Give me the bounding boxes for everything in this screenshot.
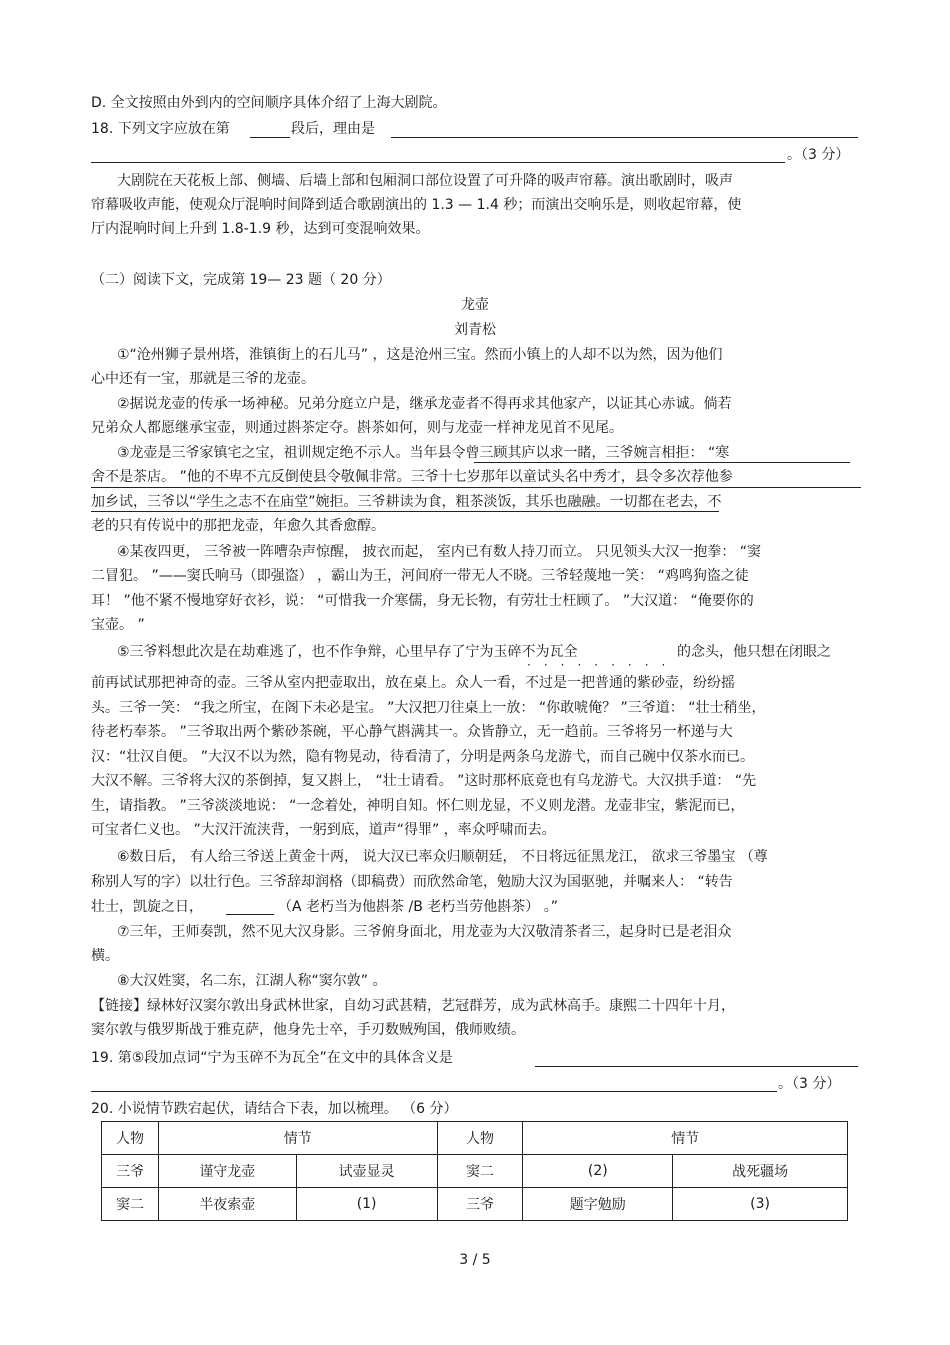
- passage-line: 二冒犯。 ”——窦氏响马（即强盗） ，霸山为王，河间府一带无人不晓。三爷轻蔑地一笑： “鸡鸣狗盗之徒: [91, 568, 749, 584]
- passage-line: 待老朽奉茶。 ”三爷取出两个紫砂茶碗，平心静气斟满其一。众皆静立，无一趋前。三爷将另一杯递与大: [91, 724, 733, 740]
- passage-line: ③龙壶是三爷家镇宅之宝，祖训规定绝不示人。当年县令曾三顾其庐以求一睹，三爷婉言相拒： “寒: [117, 445, 730, 461]
- q19-text: 19. 第⑤段加点词“宁为玉碎不为瓦全”在文中的具体含义是: [91, 1050, 453, 1066]
- passage-line: ①“沧州狮子景州塔，淮镇街上的石儿马” ，这是沧州三宝。然而小镇上的人却不以为然，因为他们: [117, 347, 723, 363]
- link-line: 窦尔敦与俄罗斯战于雅克萨，他身先士卒，手刃数贼殉国，俄师败绩。: [91, 1022, 525, 1038]
- passage-line: 头。三爷一笑： “我之所宝，在阁下未必是宝。 ”大汉把刀往桌上一放： “你敢唬俺？ ”三爷道： “壮士稍坐，: [91, 700, 766, 716]
- passage-line: ⑥数日后， 有人给三爷送上黄金十两， 说大汉已率众归顺朝廷， 不日将远征黑龙江， 欲求三爷墨宝 （尊: [117, 849, 768, 865]
- table-row: [102, 1155, 848, 1188]
- passage-line: 称别人写的字）以壮行色。三爷辞却润格（即稿费）而欣然命笔，勉励大汉为国驱驰，并嘱来人： “转告: [91, 874, 733, 890]
- q18-answer-line-2[interactable]: [91, 162, 785, 163]
- passage-line: 耳！ ”他不紧不慢地穿好衣衫，说： “可惜我一介寒儒，身无长物，有劳壮士枉顾了。 ”大汉道： “俺要你的: [91, 593, 754, 609]
- article-author: 刘青松: [454, 322, 496, 338]
- section-heading: （二）阅读下文，完成第 19— 23 题（ 20 分）: [91, 272, 391, 288]
- passage-underline: [91, 511, 719, 512]
- table-cell: 谨守龙壶: [158, 1155, 296, 1188]
- q20-text: 20. 小说情节跌宕起伏，请结合下表，加以梳理。 （6 分）: [91, 1101, 458, 1117]
- passage-line: 汉：“壮汉自便。 ”大汉不以为然，隐有物晃动，待看清了，分明是两条乌龙游弋，而自己碗中仅茶水而已。: [91, 749, 754, 765]
- table-answer-cell[interactable]: (1): [296, 1188, 437, 1221]
- option-d: D. 全文按照由外到内的空间顺序具体介绍了上海大剧院。: [91, 95, 447, 111]
- emphasis-dots: ·········: [527, 658, 679, 672]
- q18-passage-line: 厅内混响时间上升到 1.8-1.9 秒，达到可变混响效果。: [91, 221, 430, 237]
- passage-line: 宝壶。 ”: [91, 617, 145, 633]
- passage-line: 壮士，凯旋之日，: [91, 899, 203, 915]
- passage-line: ⑦三年，王师奏凯，然不见大汉身影。三爷俯身面北，用龙壶为大汉敬清茶者三，起身时已是老泪众: [117, 924, 732, 940]
- table-answer-cell[interactable]: (3): [673, 1188, 848, 1221]
- table-header-cell: 人物: [102, 1122, 159, 1155]
- table-cell: 窦二: [102, 1188, 159, 1221]
- q18-answer-line-1[interactable]: [391, 137, 858, 138]
- q18-blank-paragraph[interactable]: [250, 137, 290, 138]
- passage-line: ②据说龙壶的传承一场神秘。兄弟分庭立户是，继承龙壶者不得再求其他家产，以证其心赤诚。倘若: [117, 396, 732, 412]
- passage-line: 老的只有传说中的那把龙壶，年愈久其香愈醇。: [91, 518, 385, 534]
- q18-text-b: 段后，理由是: [291, 121, 375, 137]
- passage-line: 横。: [91, 948, 119, 964]
- q18-passage-line: 帘幕吸收声能，使观众厅混响时间降到适合歌剧演出的 1.3 — 1.4 秒；而演出交响乐是，则收起帘幕，使: [91, 197, 742, 213]
- passage-line: ⑧大汉姓窦，名二东，江湖人称“窦尔敦” 。: [117, 973, 387, 989]
- passage-line: （A 老朽当为他斟茶 /B 老朽当劳他斟茶） 。”: [278, 899, 558, 915]
- table-header-row: [102, 1122, 848, 1155]
- passage-line: 大汉不解。三爷将大汉的茶倒掉，复又斟上， “壮士请看。 ”这时那杯底竟也有乌龙游弋。大汉拱手道： “先: [91, 773, 757, 789]
- q19-answer-line-2[interactable]: [91, 1091, 777, 1092]
- passage-underline: [474, 462, 850, 463]
- passage-line: 舍不是茶店。 ”他的不卑不亢反倒使县令敬佩非常。三爷十七岁那年以童试头名中秀才，县令多次荐他参: [91, 469, 733, 485]
- passage-line: 前再试试那把神奇的壶。三爷从室内把壶取出，放在桌上。众人一看，不过是一把普通的紫砂壶，纷纷摇: [91, 675, 735, 691]
- table-cell: 半夜索壶: [158, 1188, 296, 1221]
- article-title: 龙壶: [461, 297, 489, 313]
- passage-line: 生，请指教。 ”三爷淡淡地说： “一念着处，神明自知。怀仁则龙显，不义则龙潜。龙壶非宝，紫泥而已，: [91, 798, 745, 814]
- table-header-cell: 情节: [158, 1122, 437, 1155]
- table-header-cell: 情节: [523, 1122, 848, 1155]
- table-cell: 三爷: [102, 1155, 159, 1188]
- passage-line: 心中还有一宝，那就是三爷的龙壶。: [91, 371, 315, 387]
- q18-text-a: 18. 下列文字应放在第: [91, 121, 230, 137]
- passage-line: 的念头，他只想在闭眼之: [677, 644, 831, 660]
- q18-passage-line: 大剧院在天花板上部、侧墙、后墙上部和包厢洞口部位设置了可升降的吸声帘幕。演出歌剧时，吸声: [117, 173, 733, 189]
- table-cell: 战死疆场: [673, 1155, 848, 1188]
- passage-line: 兄弟众人都愿继承宝壶，则通过斟茶定夺。斟茶如何，则与龙壶一样神龙见首不见尾。: [91, 420, 623, 436]
- table-answer-cell[interactable]: (2): [523, 1155, 673, 1188]
- table-cell: 窦二: [437, 1155, 523, 1188]
- q19-answer-line-1[interactable]: [535, 1066, 858, 1067]
- passage-line: 加乡试，三爷以“学生之志不在庙堂”婉拒。三爷耕读为食，粗茶淡饭，其乐也融融。一切都在老去，不: [91, 494, 722, 510]
- q-blank-choice[interactable]: [226, 914, 274, 915]
- table-cell: 三爷: [437, 1188, 523, 1221]
- table-cell: 试壶显灵: [296, 1155, 437, 1188]
- passage-line: 可宝者仁义也。 ”大汉汗流浃背，一躬到底，道声“得罪” ，率众呼啸而去。: [91, 822, 556, 838]
- plot-table: [101, 1121, 848, 1221]
- link-line: 【链接】绿林好汉窦尔敦出身武林世家，自幼习武甚精，艺冠群芳，成为武林高手。康熙二十四年十月，: [91, 998, 735, 1014]
- page-number: 3 / 5: [459, 1252, 491, 1268]
- passage-line: ⑤三爷料想此次是在劫难逃了，也不作争辩，心里早存了宁为玉碎不为瓦全: [117, 644, 578, 660]
- passage-underline: [91, 487, 861, 488]
- table-header-cell: 人物: [437, 1122, 523, 1155]
- q18-score: 。（3 分）: [787, 147, 850, 163]
- table-cell: 题字勉励: [523, 1188, 673, 1221]
- table-row: [102, 1188, 848, 1221]
- passage-line: ④某夜四更， 三爷被一阵嘈杂声惊醒， 披衣而起， 室内已有数人持刀而立。 只见领头大汉一抱拳： “窦: [117, 544, 762, 560]
- q19-score: 。（3 分）: [778, 1076, 841, 1092]
